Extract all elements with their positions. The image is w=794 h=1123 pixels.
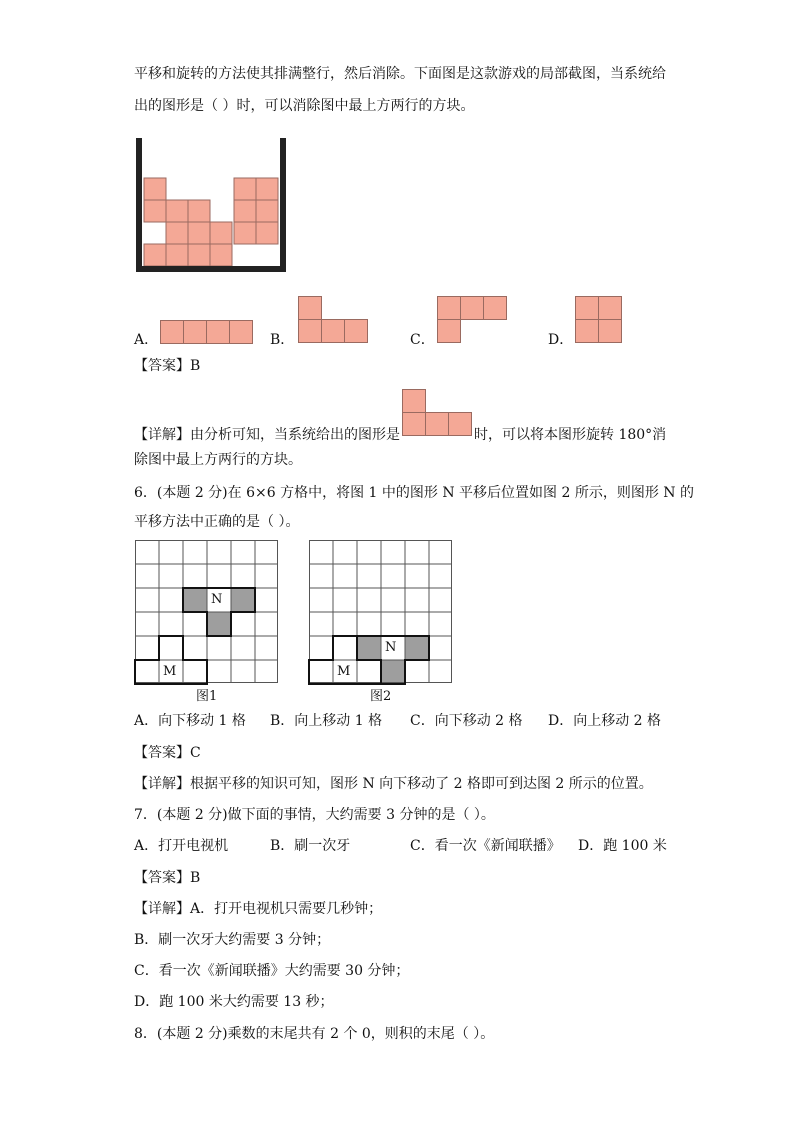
block xyxy=(210,222,232,244)
q5-text-line2: 出的图形是（ ）时，可以消除图中最上方两行的方块。 xyxy=(134,98,475,114)
q7-detail-3: C．看一次《新闻联播》大约需要 30 分钟； xyxy=(134,963,410,979)
q5-text-line1: 平移和旋转的方法使其排满整行，然后消除。下面图是这款游戏的局部截图，当系统给 xyxy=(134,66,666,82)
q5-option-c-shape[interactable] xyxy=(437,296,509,344)
q5-option-a-shape[interactable] xyxy=(160,320,254,344)
q7-option-a[interactable]: A．打开电视机 xyxy=(134,838,229,854)
block xyxy=(256,200,278,222)
q7-detail-2: B．刷一次牙大约需要 3 分钟； xyxy=(134,932,331,948)
block xyxy=(144,200,166,222)
q6-figure2-grid xyxy=(309,540,453,684)
block xyxy=(256,178,278,200)
block xyxy=(256,222,278,244)
q5-option-b-label: B． xyxy=(270,332,295,348)
block xyxy=(166,222,188,244)
q6-option-d[interactable]: D．向上移动 2 格 xyxy=(548,713,662,729)
q7-option-b[interactable]: B．刷一次牙 xyxy=(270,838,351,854)
q5-detail-shape xyxy=(402,389,474,437)
q7-detail-4: D．跑 100 米大约需要 13 秒； xyxy=(134,994,334,1010)
q5-option-a-label: A． xyxy=(134,332,159,348)
q6-text-line2: 平移方法中正确的是（ ）。 xyxy=(134,514,300,530)
q8-text-line1: 8．(本题 2 分)乘数的末尾共有 2 个 0，则积的末尾（ ）。 xyxy=(134,1026,495,1042)
q6-answer: 【答案】C xyxy=(134,745,201,761)
q7-answer: 【答案】B xyxy=(134,870,201,886)
block xyxy=(210,244,232,266)
q7-detail-1: 【详解】A．打开电视机只需要几秒钟； xyxy=(134,901,383,917)
q6-figure1-grid xyxy=(135,540,279,684)
block xyxy=(188,222,210,244)
q5-option-c-label: C． xyxy=(410,332,435,348)
q6-fig2-label-m: M xyxy=(337,664,351,679)
q6-fig1-label-n: N xyxy=(211,592,223,607)
q6-option-b[interactable]: B．向上移动 1 格 xyxy=(270,713,383,729)
block xyxy=(166,200,188,222)
tetris-container-figure xyxy=(136,138,288,274)
q5-detail-post: 时，可以将本图形旋转 180°消 xyxy=(474,427,667,443)
q5-option-d-shape[interactable] xyxy=(575,296,623,344)
q7-text-line1: 7．(本题 2 分)做下面的事情，大约需要 3 分钟的是（ ）。 xyxy=(134,807,495,823)
block xyxy=(144,178,166,200)
q6-fig2-label-n: N xyxy=(385,640,397,655)
q6-fig1-caption: 图1 xyxy=(196,689,218,704)
q6-fig1-label-m: M xyxy=(163,664,177,679)
block xyxy=(144,244,166,266)
q6-text-line1: 6．(本题 2 分)在 6×6 方格中，将图 1 中的图形 N 平移后位置如图 2 所示，则图形 N 的 xyxy=(134,485,694,501)
block xyxy=(188,244,210,266)
q6-option-c[interactable]: C．向下移动 2 格 xyxy=(410,713,523,729)
q5-option-b-shape[interactable] xyxy=(298,296,370,344)
q5-answer: 【答案】B xyxy=(134,358,201,374)
q5-detail-pre: 【详解】由分析可知，当系统给出的图形是 xyxy=(134,427,400,443)
block xyxy=(188,200,210,222)
q6-fig2-caption: 图2 xyxy=(370,689,392,704)
block xyxy=(234,200,256,222)
block xyxy=(234,178,256,200)
q6-option-a[interactable]: A．向下移动 1 格 xyxy=(134,713,246,729)
q7-option-d[interactable]: D．跑 100 米 xyxy=(578,838,667,854)
q7-option-c[interactable]: C．看一次《新闻联播》 xyxy=(410,838,561,854)
block xyxy=(234,222,256,244)
q5-option-d-label: D． xyxy=(548,332,574,348)
q5-detail-line2: 除图中最上方两行的方块。 xyxy=(134,452,302,468)
q6-detail: 【详解】根据平移的知识可知，图形 N 向下移动了 2 格即可到达图 2 所示的位置。 xyxy=(134,776,653,792)
block xyxy=(166,244,188,266)
